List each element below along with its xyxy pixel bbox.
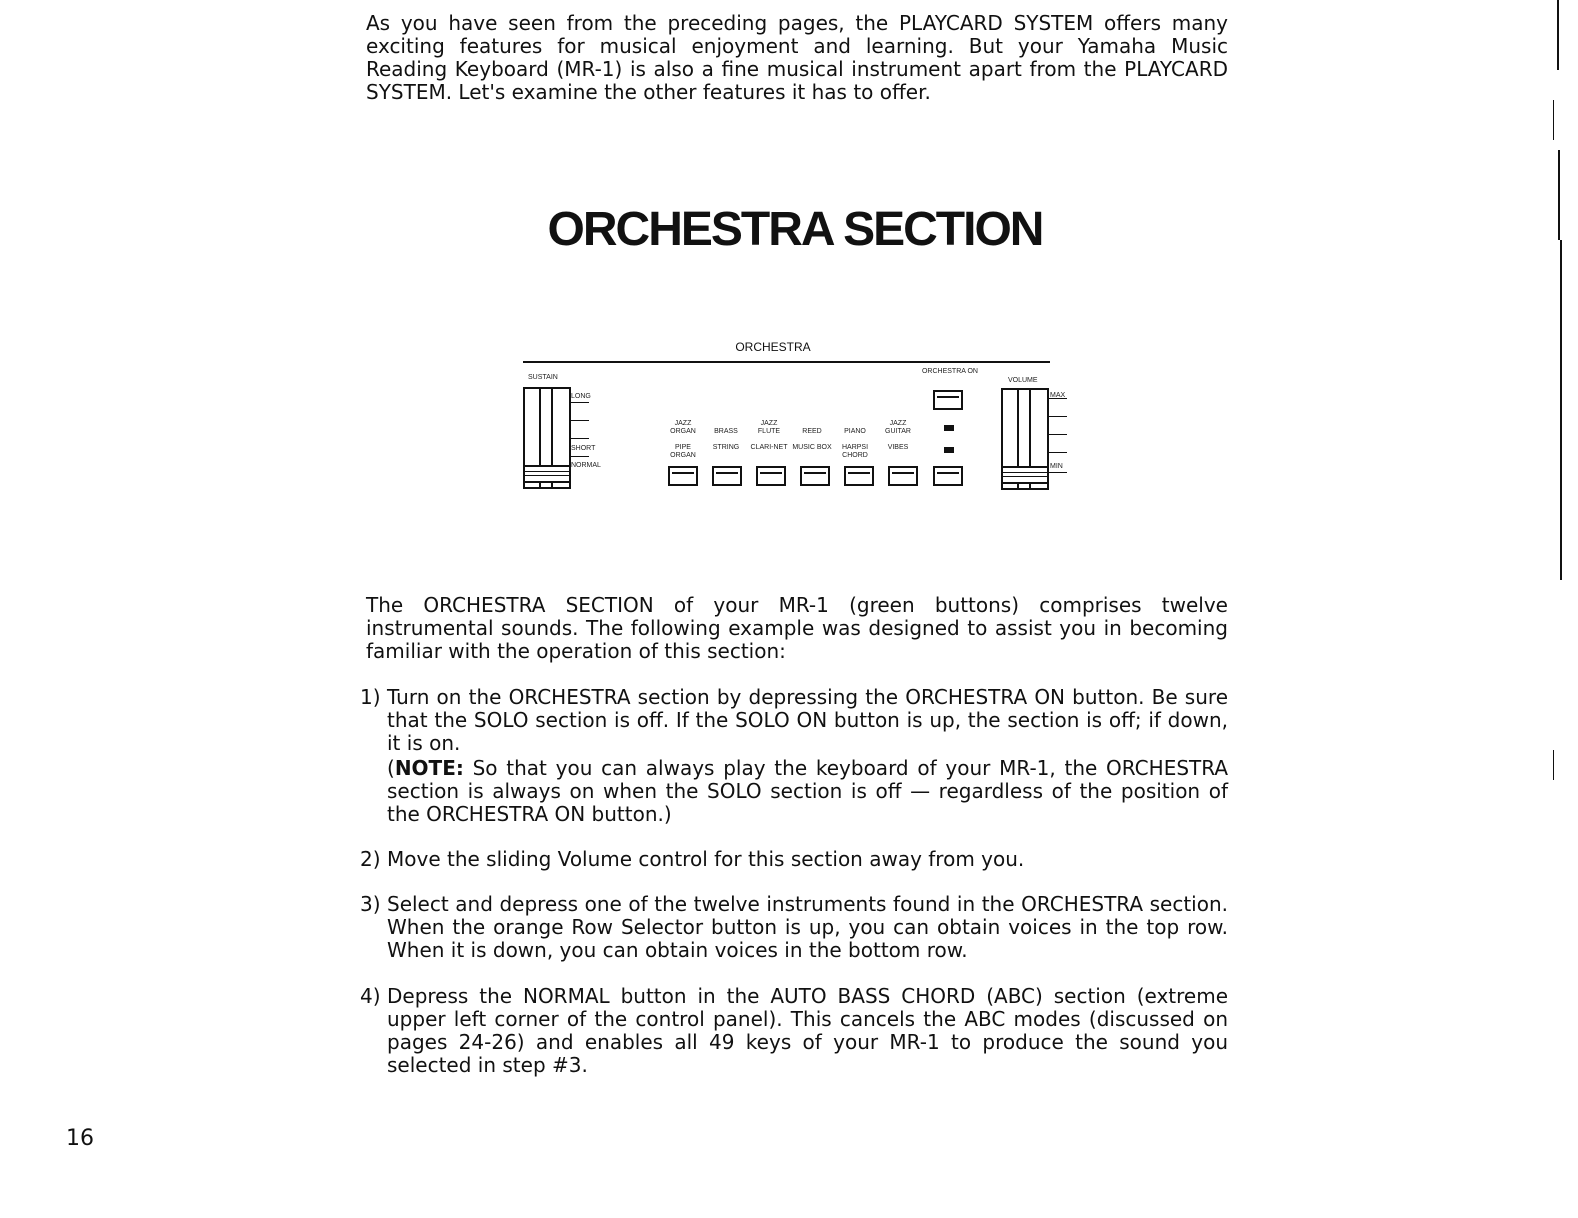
intro-paragraph: As you have seen from the preceding pages, the PLAYCARD SYSTEM offers many exciting features for musical enjoyment and learning. But your Yamaha Music Reading Keyboard (MR-1) is also a fine musical instrument apart from the PLAYCARD SYSTEM. Let's examine the other features it has to offer. [366,11,1228,104]
step-item [360,893,1228,962]
sustain-normal-mark: NORMAL [571,462,601,469]
voice-bottom-label: PIPE ORGAN [670,444,696,459]
step-number: 4) [360,984,381,1008]
step-text: Move the sliding Volume control for this section away from you. [387,847,1025,871]
voice-button[interactable] [756,466,786,486]
sustain-short-mark: SHORT [571,445,596,452]
voice-bottom-label: STRING [712,444,740,451]
voice-bottom-label: HARPSI CHORD [841,444,869,459]
volume-max-mark: MAX [1050,392,1066,399]
page-number: 16 [66,1126,94,1151]
note-text: So that you can always play the keyboard of your MR-1, the ORCHESTRA section is always on when the SOLO section is off — regardless of the position of the ORCHESTRA ON button.) [387,756,1229,826]
step-text: Turn on the ORCHESTRA section by depressing the ORCHESTRA ON button. Be sure that the SOLO section is off. If the SOLO ON button is up, the section is off; if down, it is on. [387,685,1228,755]
voice-top-label: PIANO [844,428,866,435]
orchestra-on-button[interactable] [933,390,963,410]
body-paragraph: The ORCHESTRA SECTION of your MR-1 (green buttons) comprises twelve instrumental sounds. The following example was designed to assist you in becoming familiar with the operation of this section: [366,593,1228,663]
voice-bottom-label: CLARI-NET [750,444,788,451]
voice-top-label: JAZZ ORGAN [670,420,696,435]
scan-edge-mark [1560,240,1562,580]
row-selector-button[interactable] [933,466,963,486]
voice-button[interactable] [800,466,830,486]
scan-edge-mark [1558,150,1560,240]
volume-label: VOLUME [1008,377,1038,384]
sustain-slider[interactable] [523,387,571,489]
step-number: 1) [360,685,381,709]
step-item [360,686,1228,755]
page-title: ORCHESTRA SECTION [547,203,1043,256]
sustain-label: SUSTAIN [528,374,558,381]
step-item [360,985,1228,1077]
step-number: 3) [360,892,381,916]
voice-top-label: REED [802,428,822,435]
volume-min-mark: MIN [1050,463,1063,470]
row-indicator-led [944,447,954,453]
voice-button[interactable] [844,466,874,486]
voice-button[interactable] [712,466,742,486]
scan-edge-mark [1553,100,1554,140]
voice-top-label: BRASS [714,428,738,435]
header-rule [523,361,1050,363]
volume-slider-knob[interactable] [1001,466,1049,484]
orchestra-on-label: ORCHESTRA ON [921,368,978,375]
scan-edge-mark [1553,750,1554,780]
voice-button[interactable] [668,466,698,486]
voice-top-label: JAZZ FLUTE [757,420,781,435]
row-indicator-led [944,425,954,431]
step-number: 2) [360,847,381,871]
voice-button[interactable] [888,466,918,486]
scan-edge-mark [1557,0,1559,70]
sustain-long-mark: LONG [571,393,591,400]
diagram-header: ORCHESTRA [735,340,811,354]
step-text: Select and depress one of the twelve instruments found in the ORCHESTRA section. When the orange Row Selector button is up, you can obtain voices in the top row. When it is down, you can obtain voices in the bottom row. [387,892,1228,962]
voice-bottom-label: VIBES [887,444,909,451]
volume-slider[interactable] [1001,388,1049,490]
voice-bottom-label: MUSIC BOX [792,444,832,451]
sustain-slider-knob[interactable] [523,465,571,483]
step-text: Depress the NORMAL button in the AUTO BASS CHORD (ABC) section (extreme upper left corner of the control panel). This cancels the ABC modes (discussed on pages 24-26) and enables all 49 keys of your MR-1 to produce the sound you selected in step #3. [387,984,1228,1077]
voice-top-label: JAZZ GUITAR [885,420,911,435]
orchestra-panel-diagram [520,340,1080,500]
note-label: NOTE: [394,756,464,780]
note-paragraph: (NOTE: So that you can always play the keyboard of your MR-1, the ORCHESTRA section is always on when the SOLO section is off — regardless of the position of the ORCHESTRA ON button.) [387,756,1229,826]
step-item [360,848,1228,871]
